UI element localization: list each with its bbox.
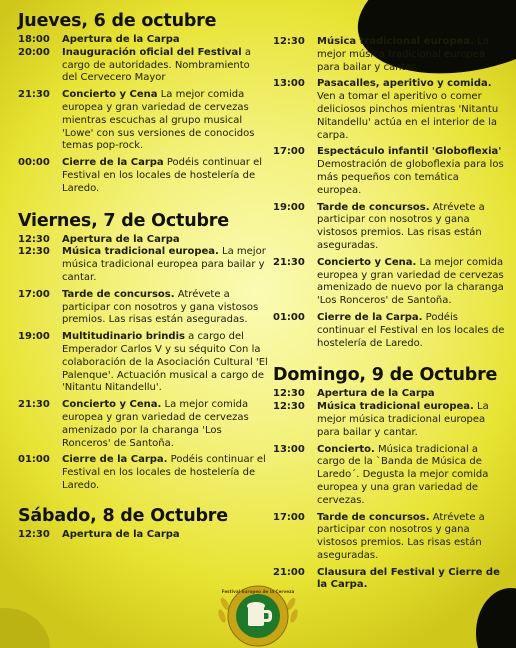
event-entry xyxy=(273,36,505,74)
event-title: Apertura de la Carpa xyxy=(62,528,180,540)
event-time: 19:00 xyxy=(273,201,305,213)
event-time: 00:00 xyxy=(18,157,50,169)
event-time: 12:30 xyxy=(18,528,50,540)
event-title: Clausura del Festival y Cierre de la Carpa. xyxy=(317,566,500,591)
event-title: Música tradicional europea. xyxy=(317,401,474,413)
day-title: Domingo, 9 de Octubre xyxy=(273,365,498,386)
day-sabado-continued xyxy=(273,36,505,350)
event-description: La mejor música tradicional europea para bailar y cantar. xyxy=(62,246,266,283)
event-title: Concierto y Cena. xyxy=(62,399,162,411)
event-title: Cierre de la Carpa xyxy=(62,157,164,169)
festival-logo xyxy=(216,576,300,648)
event-description: La mejor comida europea y gran variedad de cervezas amenizado por la charanga 'Los Ronceros' de Santoña. xyxy=(62,399,249,449)
event-entry xyxy=(18,529,268,542)
event-description: Podéis continuar el Festival en los locales de hostelería de Laredo. xyxy=(62,454,266,491)
event-entry xyxy=(18,157,268,195)
day-title: Sábado, 8 de Octubre xyxy=(18,505,228,526)
event-time: 17:00 xyxy=(273,511,305,523)
event-entry xyxy=(18,234,268,247)
event-entry xyxy=(273,388,505,401)
event-entry xyxy=(273,312,505,350)
event-title: Cierre de la Carpa. xyxy=(62,454,168,466)
event-title: Música tradicional europea. xyxy=(62,246,219,258)
event-title: Tarde de concursos. xyxy=(62,288,175,300)
event-title: Cierre de la Carpa. xyxy=(317,311,423,323)
event-description: a cargo del Emperador Carlos V y su séquito Con la colaboración de la Asociación Cultural 'El Palenque'. Actuación musical a cargo de 'Nitantu Nitandellu'. xyxy=(62,331,268,394)
beer-mug-icon xyxy=(216,576,300,648)
left-column xyxy=(18,10,268,542)
event-title: Espectáculo infantil 'Globoflexia' xyxy=(317,146,502,158)
event-time: 21:30 xyxy=(18,89,50,101)
event-description: Atrévete a participar con nosotros y gana vistosos premios. Las risas están aseguradas. xyxy=(317,511,485,561)
event-entry xyxy=(18,331,268,395)
event-description: Atrévete a participar con nosotros y gana vistosos premios. Las risas están aseguradas. xyxy=(62,288,259,326)
event-entry xyxy=(18,34,268,47)
event-title: Concierto y Cena xyxy=(62,89,158,101)
event-time: 17:00 xyxy=(273,146,305,158)
event-entry xyxy=(273,202,505,253)
event-entry xyxy=(18,399,268,450)
event-entry xyxy=(273,444,505,508)
event-time: 21:30 xyxy=(18,399,50,411)
event-entry xyxy=(18,246,268,284)
event-description: a cargo de autoridades. Nombramiento del Cervecero Mayor xyxy=(62,46,252,84)
event-time: 01:00 xyxy=(18,454,50,466)
day-viernes xyxy=(18,210,268,493)
event-time: 12:30 xyxy=(273,36,305,47)
event-title: Concierto y Cena. xyxy=(317,256,417,268)
event-time: 17:00 xyxy=(18,288,50,300)
event-description: La mejor música tradicional europea para bailar y cantar. xyxy=(317,36,489,73)
event-title: Multitudinario brindis xyxy=(62,331,185,343)
event-entry xyxy=(18,289,268,327)
event-time: 12:30 xyxy=(18,233,50,245)
event-description: Ven a tomar el aperitivo o comer deliciosos pinchos mientras 'Nitantu Nitandellu' actúa en el interior de la carpa. xyxy=(317,91,499,141)
event-description: Demostración de globoflexia para los más pequeños con temática europea. xyxy=(317,159,504,196)
event-time: 12:30 xyxy=(273,401,305,413)
logo-lettering: Festival Europeo de la Cerveza xyxy=(221,589,295,594)
event-description: La mejor comida europea y gran variedad de cervezas mientras escuchas al grupo musical 'Lowe' con sus versiones de conocidos temas pop-rock. xyxy=(62,89,255,152)
event-title: Concierto. xyxy=(317,443,375,455)
day-title: Jueves, 6 de octubre xyxy=(18,11,217,31)
event-time: 13:00 xyxy=(273,443,305,455)
event-title: Apertura de la Carpa xyxy=(62,233,180,245)
day-jueves xyxy=(18,10,268,196)
event-entry xyxy=(273,401,505,439)
event-time: 12:30 xyxy=(18,246,50,258)
event-entry xyxy=(18,454,268,492)
event-description: La mejor comida europea y gran variedad de cervezas amenizado de nuevo por la charanga 'Los Ronceros' de Santoña. xyxy=(317,256,504,307)
event-time: 18:00 xyxy=(18,34,50,45)
event-description: Podéis continuar el Festival en los locales de hostelería de Laredo. xyxy=(317,311,505,349)
event-title: Apertura de la Carpa xyxy=(62,34,180,45)
event-title: Apertura de la Carpa xyxy=(317,388,435,400)
event-time: 12:30 xyxy=(273,388,305,400)
event-entry xyxy=(273,512,505,563)
event-description: La mejor música tradicional europea para bailar y cantar. xyxy=(317,401,489,438)
event-title: Tarde de concursos. xyxy=(317,201,430,213)
event-time: 19:00 xyxy=(18,331,50,343)
event-title: Pasacalles, aperitivo y comida. xyxy=(317,78,492,90)
day-domingo xyxy=(273,364,505,592)
event-time: 21:00 xyxy=(273,566,305,578)
event-description: Atrévete a participar con nosotros y gana vistosos premios. Las risas están aseguradas. xyxy=(317,201,485,251)
event-time: 21:30 xyxy=(273,256,305,268)
event-time: 13:00 xyxy=(273,78,305,90)
event-time: 20:00 xyxy=(18,46,50,58)
decorative-corner-bottom-right xyxy=(476,588,516,648)
event-time: 01:00 xyxy=(273,311,305,323)
event-entry xyxy=(18,89,268,153)
day-sabado-start xyxy=(18,505,268,542)
event-entry xyxy=(273,146,505,197)
event-description: Podéis continuar el Festival en los locales de hostelería de Laredo. xyxy=(62,157,263,194)
event-title: Tarde de concursos. xyxy=(317,511,430,523)
event-entry xyxy=(273,257,505,308)
event-entry xyxy=(273,567,505,593)
event-description: Música tradicional a cargo de la `Banda de Música de Laredo´. Degusta la mejor comida europea y una gran variedad de cervezas. xyxy=(317,443,489,506)
day-title: Viernes, 7 de Octubre xyxy=(18,210,229,231)
event-title: Inauguración oficial del Festival xyxy=(62,46,242,58)
event-title: Música tradicional europea. xyxy=(317,36,474,47)
decorative-corner-bottom-left xyxy=(0,608,50,648)
right-column xyxy=(273,36,505,592)
event-entry xyxy=(273,78,505,142)
event-entry xyxy=(18,47,268,85)
